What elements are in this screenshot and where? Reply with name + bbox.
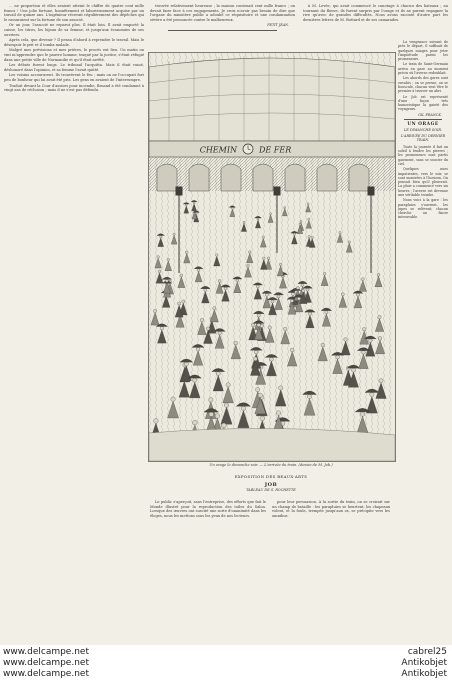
right-text-column — [398, 40, 448, 640]
mid-top-text-column — [150, 4, 295, 46]
paragraph: Les voisins accoururent. Ils trouvèrent le feu ; mais on ne l'occupait fort peu de bonheur qui lui avait été pris. Les gens en avaient de l'interrompre. — [4, 73, 144, 82]
paragraph: Le Job est représenté d'une façon très humoristique la gaieté des voyageurs. — [398, 94, 448, 112]
divider-rule — [404, 119, 442, 120]
watermark-right-1: cabrel25 — [407, 647, 447, 657]
paragraph: Nous voici à la gare : les parapluies s'ouvrent, les jupes se relèvent, chacun cherche un fiacre introuvable. — [398, 198, 448, 220]
right-paragraphs-1 — [398, 40, 448, 112]
paragraph: Le train de Saint-Germain arriva en gare au moment précis où l'averse redoublait. — [398, 62, 448, 76]
exhibition-heading: EXPOSITION DES BEAUX-ARTS — [234, 474, 308, 479]
station-sign-text-right: DE FER — [259, 145, 292, 155]
paragraph: Or un jour, l'associé ne reparut plus. Il était loin. Il avait emporté la caisse, les titres, les bijoux de sa femme, et jusqu'aux économies de ses ouvriers. — [4, 23, 144, 37]
mid-bottom-right-column — [272, 500, 390, 519]
paragraph: Les abords des gares sont envahis ; on se presse, on se bouscule, chacun veut être le premier à trouver un abri. — [398, 76, 448, 94]
right-top-text-column — [303, 4, 448, 40]
watermark-left-3: www.delcampe.net — [3, 669, 89, 679]
paragraph: Malgré mes prévisions et mes prières, le procès eut lieu. Un matin on vint m'apprendre que le pauvre homme, traqué par la justice, s'était réfugié dans une petite ville de Normandie et qu'il était arrêté. — [4, 48, 144, 62]
watermark-right-3: Antikobjet — [401, 669, 447, 679]
mid-bottom-left-column — [150, 500, 266, 519]
paragraph: Quelques nues impatientes, vers le soir, se sont montrées à l'horizon. On pensait bien qu'il pleuvrait. La pluie a commencé vers six heures ; l'averse est devenue une véritable trombe. — [398, 167, 448, 197]
station-crowd-engraving — [149, 53, 395, 461]
paragraph: Les débats furent longs. Le tribunal l'acquitta. Mais il était ruiné, déshonoré dans l'opinion, et sa femme l'avait quitté. — [4, 63, 144, 72]
watermark-left-1: www.delcampe.net — [3, 647, 89, 657]
article-subtitle: LE DIMANCHE SOIR. — [404, 127, 442, 132]
mid-bottom-text — [150, 500, 390, 640]
mid-bottom-left-paragraph: Le public s'aperçoit, sans l'entreprise, des efforts que fait le Monde illustré pour la reproduction des toiles du Salon. Lorsque des œuvres ont suscité une sorte d'unanimité dans les éloges, nous les mettons sous les yeux de nos lecteurs. — [150, 500, 266, 518]
paragraph: La vengeance suivant de près le départ, il suffisait de quelques nuages pour jeter l'inquiétude parmi les promeneurs. — [398, 40, 448, 62]
watermark-right-2: Antikobjet — [401, 658, 447, 668]
article-title: UN ORAGE — [407, 121, 439, 127]
paragraph: … ne proportion et elles avaient atteint le chiffre de quatre cent mille francs ! Une jolie fortune, honnêtement et laborieusement acquise par un travail de quinze ans. L'ingénieur récevait régulièrement des dépêches qui le rassuraient sur la fortune de son associé. — [4, 4, 144, 22]
right-signature: GIL FRANCK. — [418, 112, 442, 117]
right-top-paragraph: à M. Levée, qui avait commencé le canotage à chacun des bateaux ; au tournant du fleuve, ils furent surpris par l'orage et ils ne purent regagner la rive qu'avec de grandes difficultés. Nous avons raconté d'autre part les dernières lettres de M. Bottard et de ses camarades. — [303, 4, 448, 22]
paragraph: Traduit devant la Cour d'assises pour incendie, Bruand a été condamné à vingt ans de réclusion ; mais il ne s'est pas défendu. — [4, 83, 144, 93]
mid-bottom-right-paragraph: pour leur persuasion. À la sortie du train, on se croirait sur un champ de bataille : les parapluies se heurtent, les chapeaux volent, et la foule, trempée jusqu'aux os, se précipite vers les omnibus. — [272, 500, 390, 518]
paragraph: Toute la journée il fait un soleil à fendre les pierres ; les promeneurs sont partis gaiement, sans se soucier du ciel. — [398, 144, 448, 166]
illustration-caption: Un orage le dimanche soir. — L'arrivée du train. (dessin de M. Job.) — [209, 463, 333, 467]
watermark-strip — [0, 645, 452, 680]
mid-top-signature: PETIT JEAN. — [267, 23, 289, 28]
article-subtitle-2: L'ARRIVÉE DU DERNIER TRAIN. — [400, 134, 446, 143]
exhibition-heading-block — [150, 472, 392, 495]
mid-top-paragraph: trouvée relativement heureuse ; la maison contenait cent mille francs ; on devait faire face à ces engagements. Je crois n'avoir pas besoin de dire que l'organe du ministère public a adoubé ce réquisitoire et une condamnation sévère a été prononcée contre le malheureux. — [150, 4, 295, 22]
paragraph: Après cela, que devenir ? Il pensa d'abord à reprendre le travail. Mais le désespoir le prit et il tomba malade. — [4, 38, 144, 47]
right-paragraphs-2 — [398, 145, 448, 220]
exhibition-title: JOB — [264, 481, 278, 488]
engraving-illustration — [148, 52, 396, 462]
divider-rule — [168, 30, 277, 31]
exhibition-subtitle: TABLEAU DE G. ROCHETTE — [246, 488, 296, 493]
station-sign-text-left: CHEMIN — [199, 145, 237, 155]
left-text-column — [4, 4, 144, 640]
watermark-left-2: www.delcampe.net — [3, 658, 89, 668]
